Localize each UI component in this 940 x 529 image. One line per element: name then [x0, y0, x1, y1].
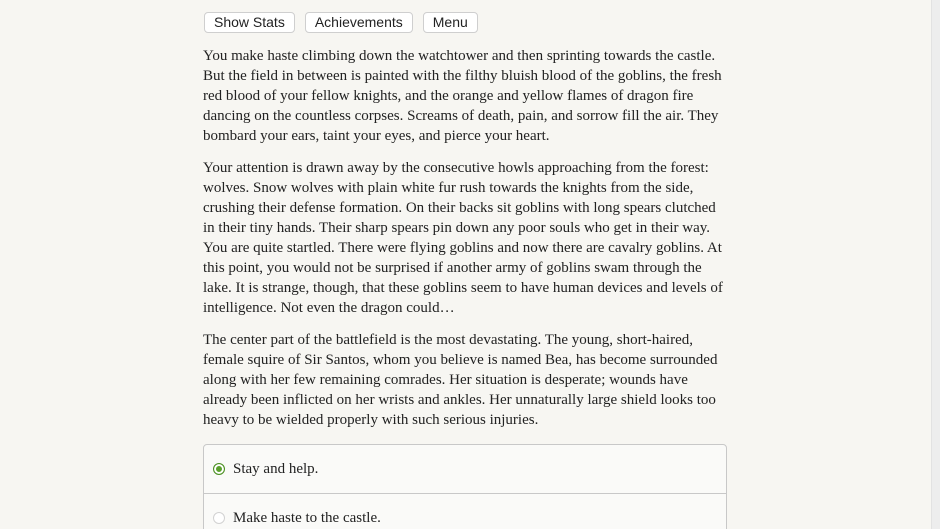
- menu-button[interactable]: Menu: [423, 12, 478, 33]
- radio-unselected-icon[interactable]: [213, 512, 225, 524]
- achievements-button[interactable]: Achievements: [305, 12, 413, 33]
- story-paragraph: Your attention is drawn away by the consecutive howls approaching from the forest: wolves. Snow wolves with plain white fur rush towards the knights from the side, crushing their defense formation. On their backs sit goblins with long spears clutched in their tiny hands. Their sharp spears pin down any poor souls who get in their way. You are quite startled. There were flying goblins and now there are cavalry goblins. At this point, you would not be surprised if another army of goblins swam through the lake. It is strange, though, that these goblins seem to have human devices and levels of intelligence. Not even the dragon could…: [203, 160, 723, 316]
- choice-make-haste[interactable]: [204, 493, 726, 529]
- story-paragraph: You make haste climbing down the watchtower and then sprinting towards the castle. But the field in between is painted with the filthy bluish blood of the goblins, the fresh red blood of your fellow knights, and the orange and yellow flames of dragon fire dancing on the countless corpses. Screams of death, pain, and sorrow fill the air. They bombard your ears, taint your eyes, and pierce your heart.: [203, 48, 722, 144]
- choice-label: Stay and help.: [233, 461, 319, 477]
- story-text: [203, 46, 727, 430]
- show-stats-button[interactable]: Show Stats: [204, 12, 295, 33]
- choice-label: Make haste to the castle.: [233, 509, 381, 526]
- choice-list: [203, 444, 727, 529]
- story-paragraph: The center part of the battlefield is the most devastating. The young, short-haired, female squire of Sir Santos, whom you believe is named Bea, has become surrounded along with her few remaining comrades. Her situation is desperate; wounds have already been inflicted on her wrists and ankles. Her unnaturally large shield looks too heavy to be wielded properly with such serious injuries.: [203, 332, 718, 428]
- content-column: [203, 12, 727, 529]
- radio-selected-icon[interactable]: [213, 463, 225, 475]
- toolbar: [204, 12, 727, 33]
- scrollbar[interactable]: [931, 0, 940, 529]
- choice-stay-and-help[interactable]: [204, 445, 726, 493]
